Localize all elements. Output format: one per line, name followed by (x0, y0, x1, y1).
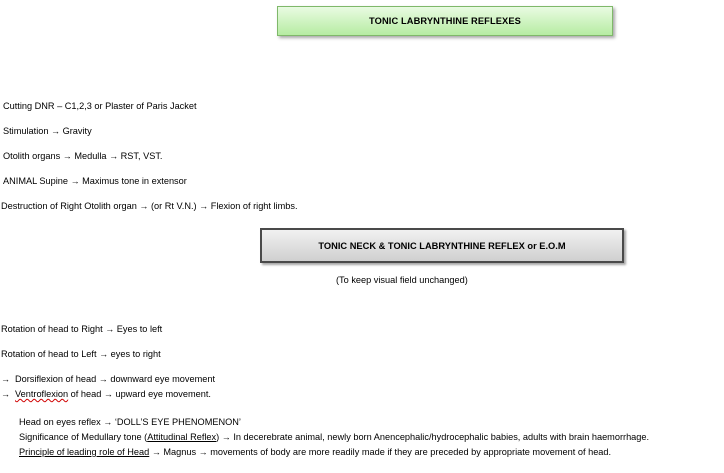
arrow-icon: → (105, 324, 115, 334)
note-visual-field: (To keep visual field unchanged) (336, 275, 468, 285)
arrow-icon: → (98, 374, 108, 384)
line-dorsiflexion: → Dorsiflexion of head → downward eye movement (1, 374, 216, 384)
bullet-arrow-icon: → (1, 374, 10, 384)
arrow-icon: → (62, 151, 72, 161)
line-significance: Significance of Medullary tone (Attitudinal Reflex) → In decerebrate animal, newly born Anencephalic/hydrocephalic babies, adults with brain haemorrhage. (19, 432, 650, 442)
line-rotation-right: Rotation of head to Right → Eyes to left (1, 324, 163, 334)
line-stimulation: Stimulation → Gravity (3, 126, 92, 136)
title-box-tonic-labyrinthine (277, 6, 613, 36)
arrow-icon: → (70, 176, 80, 186)
arrow-icon: → (51, 126, 61, 136)
title-text: TONIC LABRYNTHINE REFLEXES (369, 16, 521, 26)
arrow-icon: → (103, 389, 113, 399)
arrow-icon: → (198, 447, 208, 457)
line-cutting-dnr: Cutting DNR – C1,2,3 or Plaster of Paris Jacket (3, 101, 197, 111)
line-animal-supine: ANIMAL Supine → Maximus tone in extensor (3, 176, 187, 186)
arrow-icon: → (109, 151, 119, 161)
line-principle: Principle of leading role of Head → Magnus → movements of body are more readily made if they are preceded by appropriate movement of head. (19, 447, 612, 457)
subtitle-text: TONIC NECK & TONIC LABRYNTHINE REFLEX or E.O.M (318, 240, 566, 251)
arrow-icon: → (99, 349, 109, 359)
line-otolith-organs: Otolith organs → Medulla → RST, VST. (3, 151, 163, 161)
arrow-icon: → (139, 201, 149, 211)
line-destruction: Destruction of Right Otolith organ → (or Rt V.N.) → Flexion of right limbs. (1, 201, 298, 211)
bullet-arrow-icon: → (1, 389, 10, 399)
line-rotation-left: Rotation of head to Left → eyes to right (1, 349, 161, 359)
line-ventroflexion: → Ventroflexion of head → upward eye movement. (1, 389, 211, 399)
arrow-icon: → (199, 201, 209, 211)
line-dolls-eye: Head on eyes reflex → ‘DOLL’S EYE PHENOMENON’ (19, 417, 241, 427)
arrow-icon: → (221, 432, 231, 442)
arrow-icon: → (103, 417, 113, 427)
subtitle-box-tonic-neck (260, 228, 624, 263)
arrow-icon: → (151, 447, 161, 457)
